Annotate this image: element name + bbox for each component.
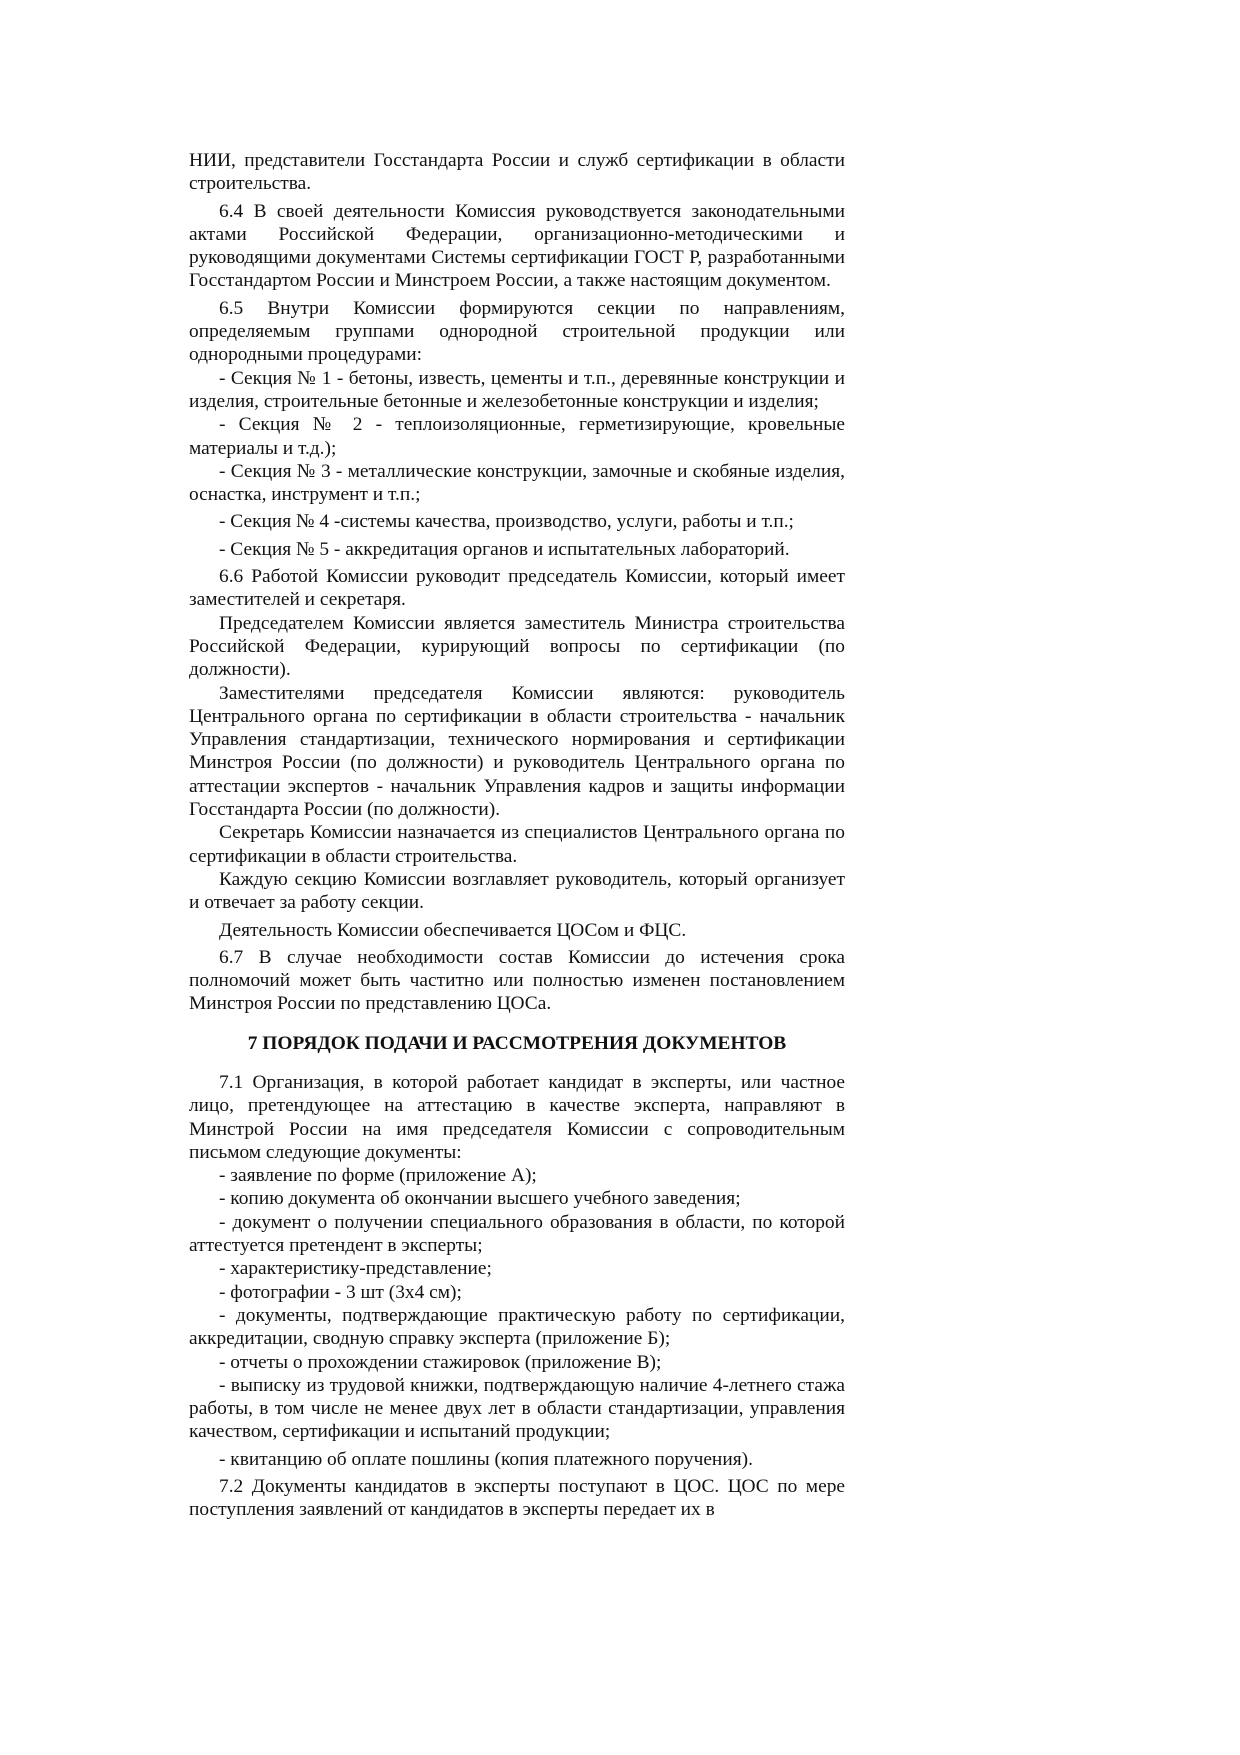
paragraph: 6.6 Работой Комиссии руководит председатель Комиссии, который имеет заместителей и секретаря. — [189, 566, 845, 611]
paragraph: - документ о получении специального образования в области, по которой аттестуется претендент в эксперты; — [189, 1211, 845, 1257]
paragraph: - Секция № 4 -системы качества, производство, услуги, работы и т.п.; — [219, 511, 794, 533]
paragraph: 6.5 Внутри Комиссии формируются секции по направлениям, определяемым группами однородной строительной продукции или однородными процедурами: — [189, 297, 845, 366]
paragraph: 6.7 В случае необходимости состав Комиссии до истечения срока полномочий может быть частитно или полностью изменен постановлением Минстроя России по представлению ЦОСа. — [189, 946, 845, 1015]
paragraph: - Секция № 2 - теплоизоляционные, герметизирующие, кровельные материалы и т.д.); — [189, 414, 845, 459]
paragraph: Председателем Комиссии является заместитель Министра строительства Российской Федерации, курирующий вопросы по сертификации (по должности). — [189, 612, 845, 681]
paragraph: - выписку из трудовой книжки, подтверждающую наличие 4-летнего стажа работы, в том числе не менее двух лет в области стандартизации, управления качеством, сертификации и испытаний продукции; — [189, 1374, 845, 1443]
paragraph: - характеристику-представление; — [219, 1258, 492, 1280]
paragraph: Заместителями председателя Комиссии являются: руководитель Центрального органа по сертификации в области строительства - начальник Управления стандартизации, технического нормирования и сертификации Минстроя России (по должности) и руководитель Центрального органа по аттестации экспертов - начальник Управления кадров и защиты информации Госстандарта России (по должности). — [189, 682, 845, 821]
paragraph: - копию документа об окончании высшего учебного заведения; — [219, 1188, 741, 1210]
paragraph: - заявление по форме (приложение А); — [219, 1165, 537, 1187]
paragraph: НИИ, представители Госстандарта России и служб сертификации в области строительства. — [189, 150, 845, 195]
paragraph: - документы, подтверждающие практическую работу по сертификации, аккредитации, сводную справку эксперта (приложение Б); — [189, 1304, 845, 1350]
paragraph: Деятельность Комиссии обеспечивается ЦОСом и ФЦС. — [219, 919, 687, 941]
paragraph: - Секция № 5 - аккредитация органов и испытательных лабораторий. — [219, 538, 790, 560]
paragraph: 7.2 Документы кандидатов в эксперты поступают в ЦОС. ЦОС по мере поступления заявлений от кандидатов в эксперты передает их в — [189, 1476, 845, 1521]
document-page — [189, 149, 845, 1526]
section-6-body — [189, 149, 845, 1016]
paragraph: - отчеты о прохождении стажировок (приложение В); — [219, 1351, 662, 1373]
paragraph: Каждую секцию Комиссии возглавляет руководитель, который организует и отвечает за работу секции. — [189, 868, 845, 914]
paragraph: - Секция № 3 - металлические конструкции, замочные и скобяные изделия, оснастка, инструмент и т.п.; — [189, 460, 845, 506]
paragraph: - Секция № 1 - бетоны, известь, цементы и т.п., деревянные конструкции и изделия, строительные бетонные и железобетонные конструкции и изделия; — [189, 367, 845, 412]
paragraph: 6.4 В своей деятельности Комиссия руководствуется законодательными актами Российской Федерации, организационно-методическими и руководящими документами Системы сертификации ГОСТ Р, разработанными Госстандартом России и Минстроем России, а также настоящим документом. — [189, 200, 845, 292]
section-7-body — [189, 1071, 845, 1522]
paragraph: - фотографии - 3 шт (3х4 см); — [219, 1281, 462, 1303]
section-7-heading: 7 ПОРЯДОК ПОДАЧИ И РАССМОТРЕНИЯ ДОКУМЕНТОВ — [247, 1032, 787, 1054]
paragraph: - квитанцию об оплате пошлины (копия платежного поручения). — [219, 1448, 753, 1470]
paragraph: 7.1 Организация, в которой работает кандидат в эксперты, или частное лицо, претендующее на аттестацию в качестве эксперта, направляют в Минстрой России на имя председателя Комиссии с сопроводительным письмом следующие документы: — [189, 1071, 845, 1163]
paragraph: Секретарь Комиссии назначается из специалистов Центрального органа по сертификации в области строительства. — [189, 822, 845, 867]
